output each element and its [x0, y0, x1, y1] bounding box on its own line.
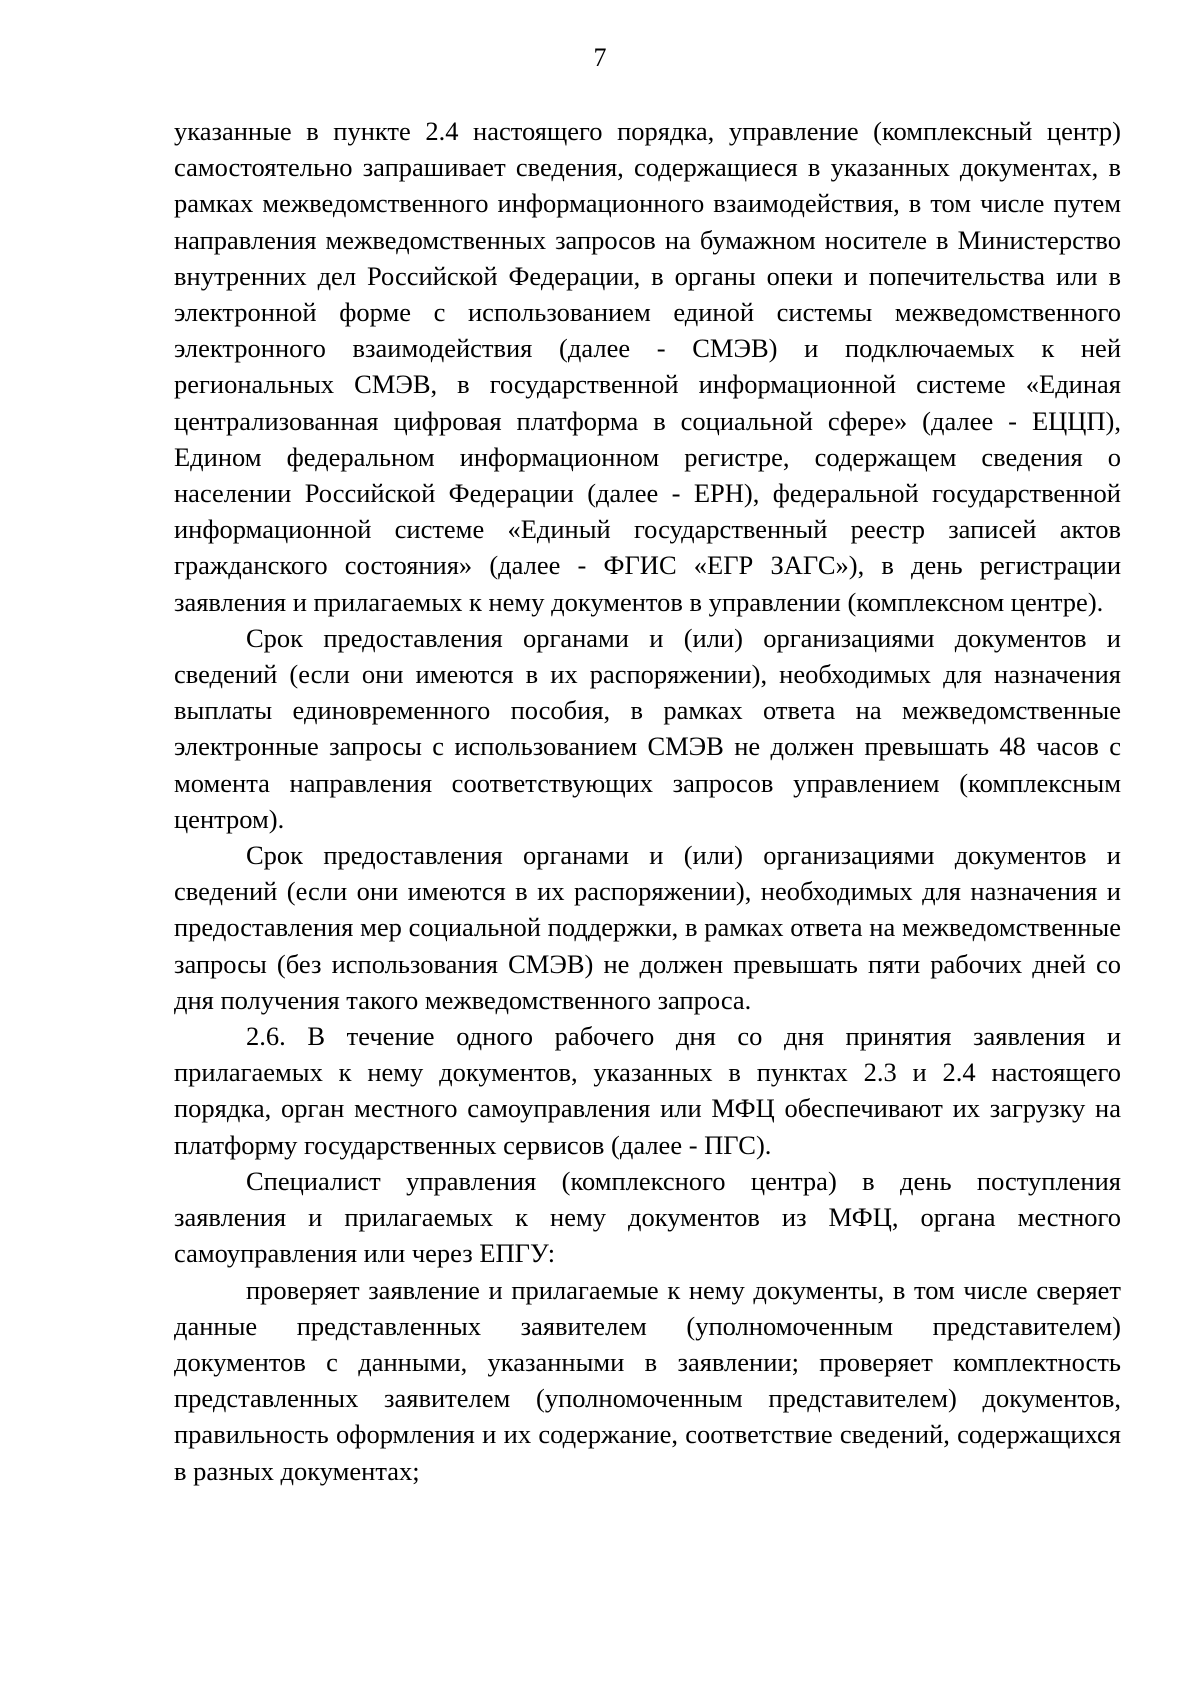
- paragraph-5: Специалист управления (комплексного центра) в день поступления заявления и прилагаемых к нему документов из МФЦ, органа местного самоуправления или через ЕПГУ:: [174, 1165, 1121, 1269]
- document-body: [174, 113, 1121, 1489]
- page-number: 7: [593, 43, 607, 72]
- paragraph-2: Срок предоставления органами и (или) организациями документов и сведений (если они имеются в их распоряжении), необходимых для назначения выплаты единовременного пособия, в рамках ответа на межведомственные электронные запросы с использованием СМЭВ не должен превышать 48 часов с момента направления соответствующих запросов управлением (комплексным центром).: [174, 622, 1121, 834]
- paragraph-6: проверяет заявление и прилагаемые к нему документы, в том числе сверяет данные представленных заявителем (уполномоченным представителем) документов с данными, указанными в заявлении; проверяет комплектность представленных заявителем (уполномоченным представителем) документов, правильность оформления и их содержание, соответствие сведений, содержащихся в разных документах;: [174, 1274, 1121, 1486]
- paragraph-1: указанные в пункте 2.4 настоящего порядка, управление (комплексный центр) самостоятельно запрашивает сведения, содержащиеся в указанных документах, в рамках межведомственного информационного взаимодействия, в том числе путем направления межведомственных запросов на бумажном носителе в Министерство внутренних дел Российской Федерации, в органы опеки и попечительства или в электронной форме с использованием единой системы межведомственного электронного взаимодействия (далее - СМЭВ) и подключаемых к ней региональных СМЭВ, в государственной информационной системе «Единая централизованная цифровая платформа в социальной сфере» (далее - ЕЦЦП), Едином федеральном информационном регистре, содержащем сведения о населении Российской Федерации (далее - ЕРН), федеральной государственной информационной системе «Единый государственный реестр записей актов гражданского состояния» (далее - ФГИС «ЕГР ЗАГС»), в день регистрации заявления и прилагаемых к нему документов в управлении (комплексном центре).: [174, 116, 1121, 617]
- paragraph-4: 2.6. В течение одного рабочего дня со дня принятия заявления и прилагаемых к нему документов, указанных в пунктах 2.3 и 2.4 настоящего порядка, орган местного самоуправления или МФЦ обеспечивают их загрузку на платформу государственных сервисов (далее - ПГС).: [174, 1021, 1121, 1160]
- paragraph-3: Срок предоставления органами и (или) организациями документов и сведений (если они имеются в их распоряжении), необходимых для назначения и предоставления мер социальной поддержки, в рамках ответа на межведомственные запросы (без использования СМЭВ) не должен превышать пяти рабочих дней со дня получения такого межведомственного запроса.: [174, 840, 1121, 1015]
